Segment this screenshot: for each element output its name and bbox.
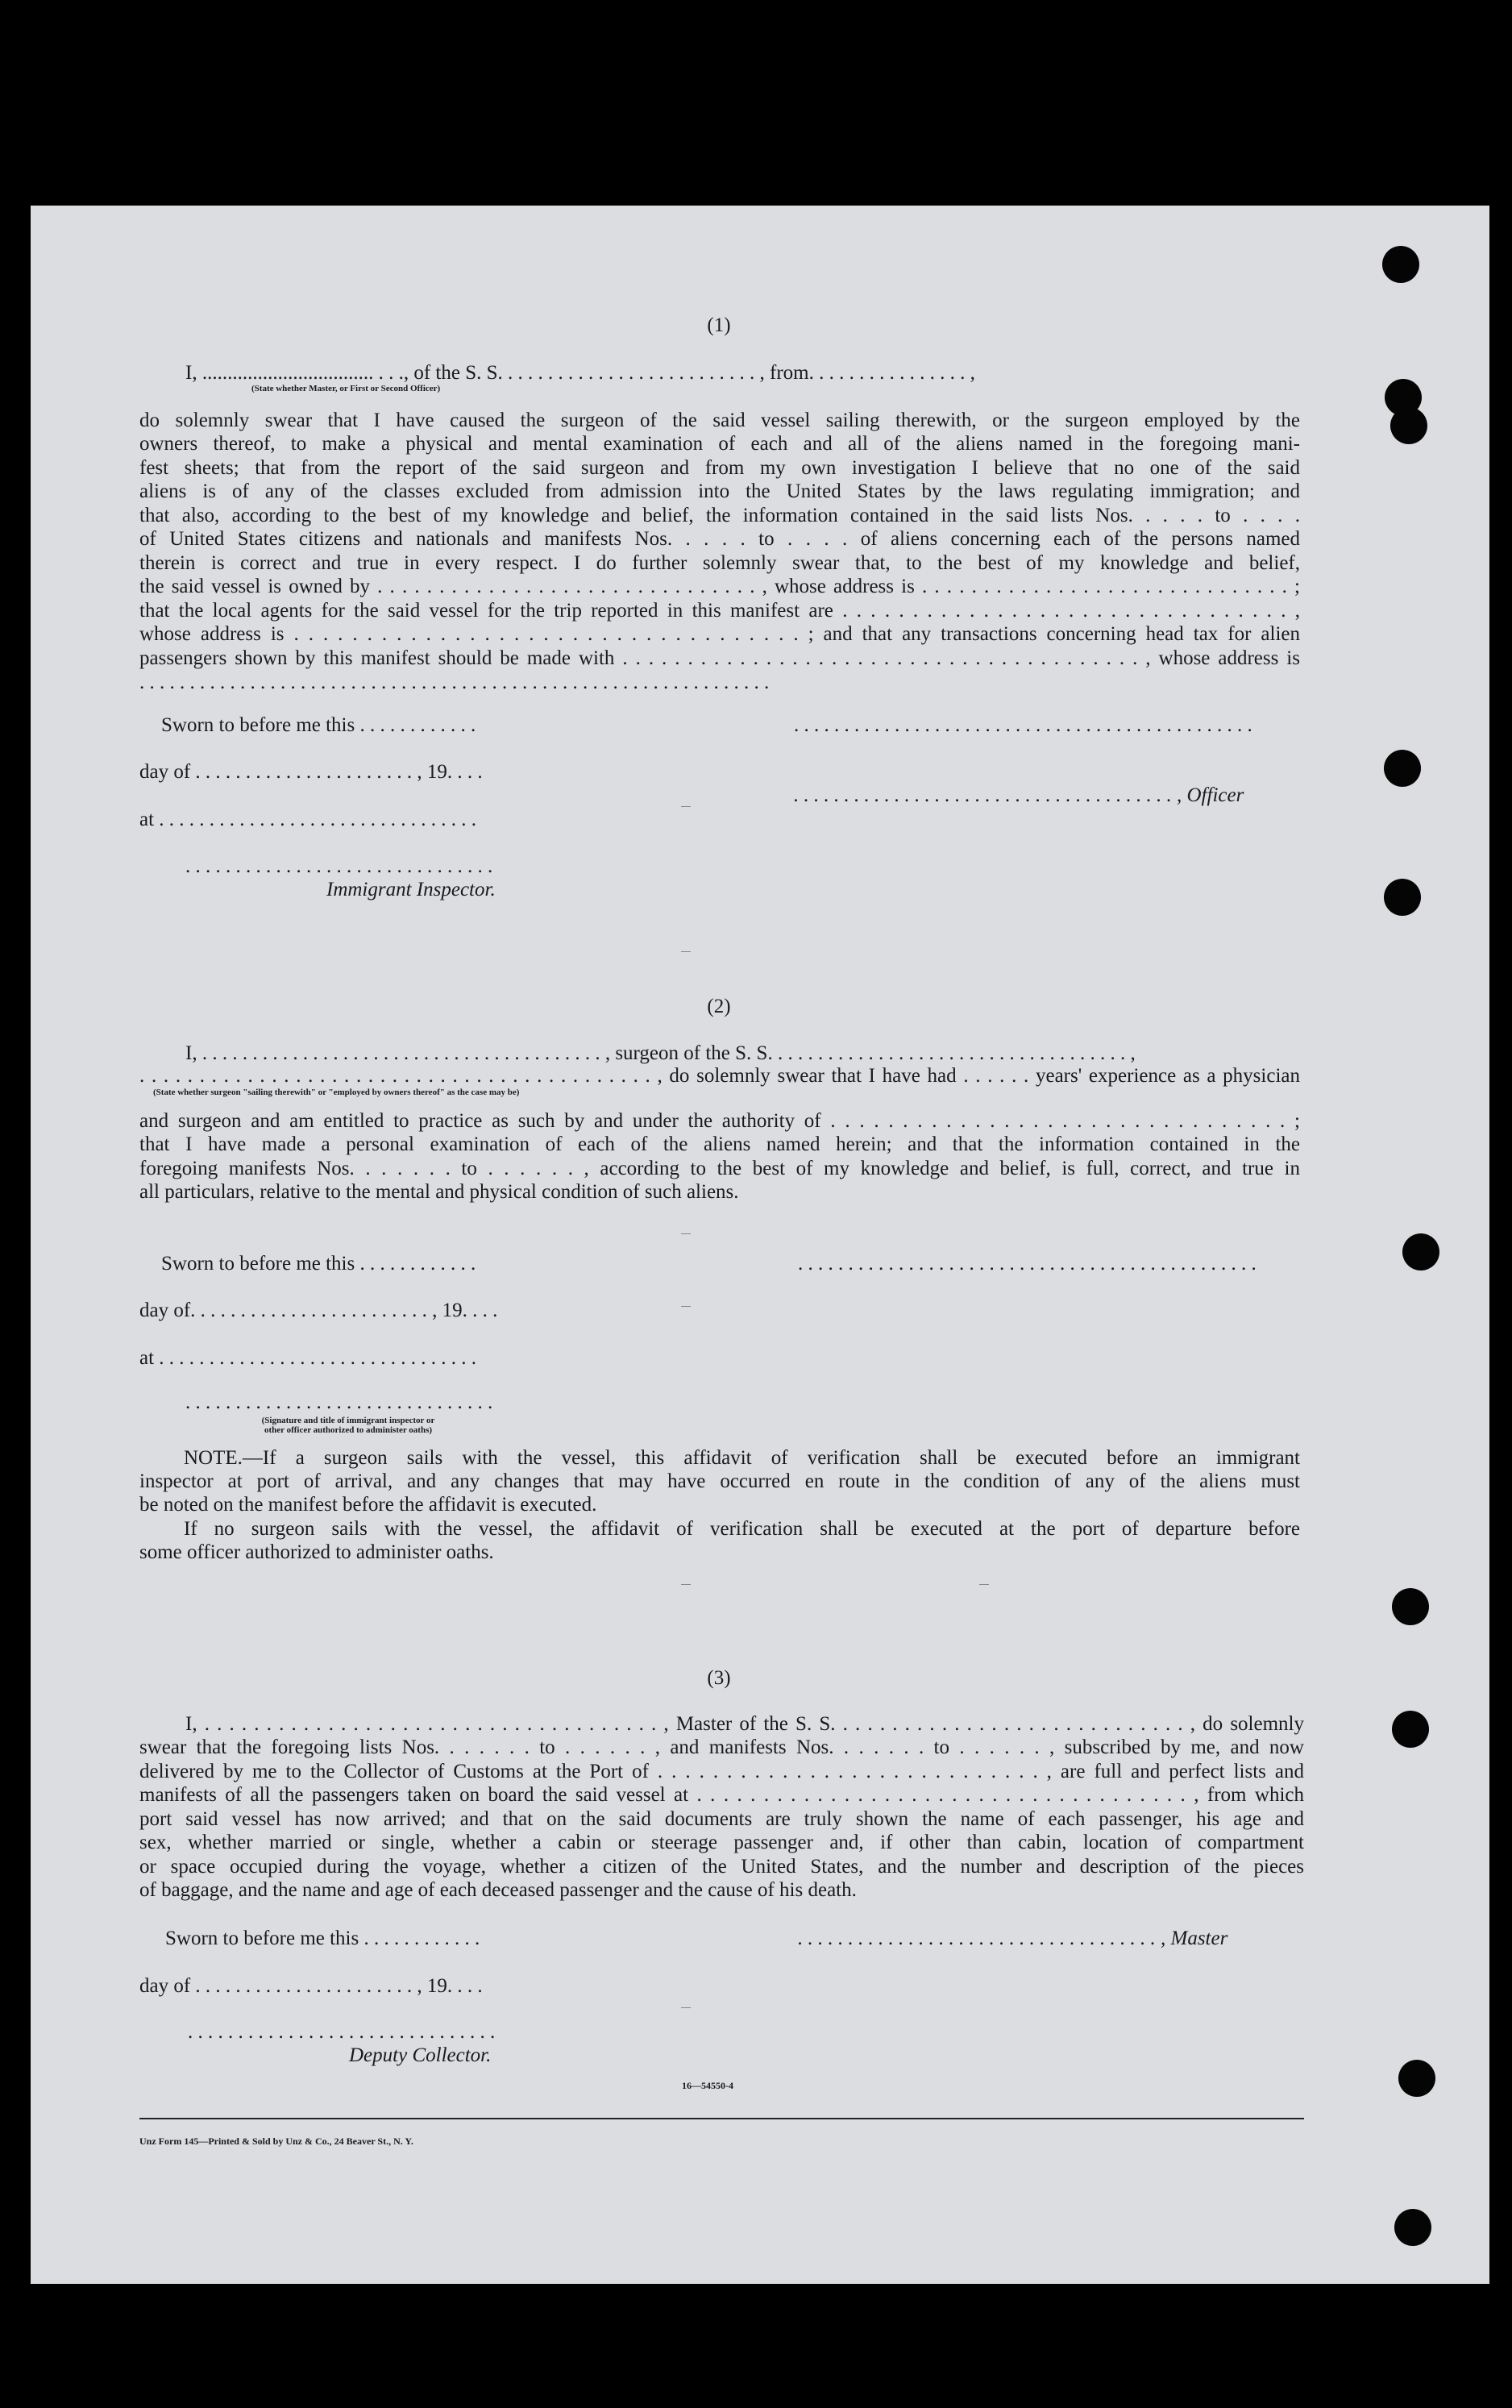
note-line: some officer authorized to administer oaths. bbox=[139, 1541, 494, 1563]
inspector-note: other officer authorized to administer oaths) bbox=[264, 1425, 433, 1435]
inspector-note: (Signature and title of immigrant inspector or bbox=[261, 1416, 435, 1425]
body-line: delivered by me to the Collector of Customs at the Port of . . . . . . . . . . . . . . . . . . . . . . . . . . . . , are full and perfect lists and bbox=[139, 1761, 1304, 1782]
master-line: . . . . . . . . . . . . . . . . . . . . . . . . . . . . . . . . . . . . , Master bbox=[798, 1928, 1228, 1949]
day-line: day of . . . . . . . . . . . . . . . . . . . . . . , 19. . . . bbox=[139, 1975, 483, 1997]
stray-mark bbox=[681, 806, 691, 807]
section-number: (1) bbox=[707, 314, 731, 336]
punch-hole bbox=[1392, 1711, 1429, 1748]
body-line: swear that the foregoing lists Nos. . . . . . . to . . . . . . , and manifests Nos. . . . . . . to . . . . . . , subscribed by me, and now bbox=[139, 1736, 1304, 1758]
punch-hole bbox=[1398, 2060, 1435, 2097]
body-line: of baggage, and the name and age of each deceased passenger and the cause of his death. bbox=[139, 1879, 857, 1901]
day-line: day of. . . . . . . . . . . . . . . . . . . . . . . . , 19. . . . bbox=[139, 1300, 498, 1321]
signature-line: . . . . . . . . . . . . . . . . . . . . . . . . . . . . . . . . . . . . . . . . . . . . . . bbox=[794, 714, 1252, 736]
stray-mark bbox=[681, 951, 691, 952]
sworn-line: Sworn to before me this . . . . . . . . . . . . bbox=[161, 1253, 476, 1275]
oath-line: . . . . . . . . . . . . . . . . . . . . . . . . . . . . . . . . . . . . . . . . . . . , do solemnly swear that I have had . . . . . . years' experience as a physician bbox=[139, 1065, 1300, 1087]
at-line: at . . . . . . . . . . . . . . . . . . . . . . . . . . . . . . . . bbox=[139, 1347, 477, 1369]
collector-signature-line: . . . . . . . . . . . . . . . . . . . . . . . . . . . . . . . bbox=[188, 2021, 496, 2043]
punch-hole bbox=[1392, 1588, 1429, 1625]
field-note: (State whether surgeon "sailing therewith" or "employed by owners thereof" as the case may be) bbox=[153, 1088, 520, 1097]
sworn-line: Sworn to before me this . . . . . . . . . . . . bbox=[161, 714, 476, 736]
punch-hole bbox=[1384, 879, 1421, 916]
body-line: whose address is . . . . . . . . . . . . . . . . . . . . . . . . . . . . . . . . . . . ; and that any transactions concerning head tax for alien bbox=[139, 623, 1300, 645]
day-line: day of . . . . . . . . . . . . . . . . . . . . . . , 19. . . . bbox=[139, 761, 483, 783]
body-line: sex, whether married or single, whether a cabin or steerage passenger and, if other than cabin, location of compartment bbox=[139, 1832, 1304, 1853]
inspector-signature-line: . . . . . . . . . . . . . . . . . . . . . . . . . . . . . . . bbox=[185, 855, 493, 877]
at-line: at . . . . . . . . . . . . . . . . . . . . . . . . . . . . . . . . bbox=[139, 809, 477, 830]
oath-line: I, .................................. . . ., of the S. S. . . . . . . . . . . . . . . . . . . . . . . . . . , from. . . . . . . . . . . . . . . . , bbox=[185, 362, 975, 384]
body-line: of United States citizens and nationals and manifests Nos. . . . . to . . . . of aliens concerning each of the persons named bbox=[139, 528, 1300, 550]
stray-mark bbox=[979, 1584, 989, 1585]
stray-mark bbox=[681, 1584, 691, 1585]
note-line: inspector at port of arrival, and any changes that may have occurred en route in the condition of any of the aliens must bbox=[139, 1470, 1300, 1492]
body-line: the said vessel is owned by . . . . . . . . . . . . . . . . . . . . . . . . . . . . . . . , whose address is . . . . . . . . . . . . . . . . . . . . . . . . . . . . . . ; bbox=[139, 576, 1300, 597]
body-line: that also, according to the best of my knowledge and belief, the information contained in the said lists Nos. . . . . to . . . . bbox=[139, 505, 1300, 526]
stray-mark bbox=[681, 1233, 691, 1234]
body-line: or space occupied during the voyage, whether a citizen of the United States, and the number and description of the pieces bbox=[139, 1856, 1304, 1878]
oath-line: I, . . . . . . . . . . . . . . . . . . . . . . . . . . . . . . . . . . . . . . . . , surgeon of the S. S. . . . . . . . . . . . . . . . . . . . . . . . . . . . . . . . . . . . , bbox=[185, 1042, 1136, 1064]
body-line: owners thereof, to make a physical and mental examination of each and all of the aliens named in the foregoing mani- bbox=[139, 433, 1300, 455]
officer-line: . . . . . . . . . . . . . . . . . . . . . . . . . . . . . . . . . . . . . . , Officer bbox=[794, 784, 1244, 806]
inspector-title: Immigrant Inspector. bbox=[326, 879, 496, 900]
printer-credit: Unz Form 145—Printed & Sold by Unz & Co., 24 Beaver St., N. Y. bbox=[139, 2136, 413, 2147]
body-line: that I have made a personal examination of each of the aliens named herein; and that the information contained in the bbox=[139, 1133, 1300, 1155]
punch-hole bbox=[1394, 2209, 1431, 2246]
note-line: If no surgeon sails with the vessel, the affidavit of verification shall be executed at the port of departure before bbox=[184, 1518, 1300, 1540]
body-line: manifests of all the passengers taken on board the said vessel at . . . . . . . . . . . . . . . . . . . . . . . . . . . . . . . . . . . . . , from which bbox=[139, 1784, 1304, 1806]
stray-mark bbox=[681, 1306, 691, 1307]
body-line: . . . . . . . . . . . . . . . . . . . . . . . . . . . . . . . . . . . . . . . . . . . . . . . . . . . . . . . . . . . . . . . bbox=[139, 672, 770, 693]
body-line: therein is correct and true in every respect. I do further solemnly swear that, to the best of my knowledge and belief, bbox=[139, 552, 1300, 574]
section-number: (2) bbox=[707, 996, 731, 1017]
stray-mark bbox=[681, 2007, 691, 2008]
punch-hole bbox=[1402, 1233, 1439, 1271]
punch-hole bbox=[1382, 246, 1419, 283]
body-line: aliens is of any of the classes excluded from admission into the United States by the laws regulating immigration; and bbox=[139, 480, 1300, 502]
body-line: do solemnly swear that I have caused the surgeon of the said vessel sailing therewith, or the surgeon employed by the bbox=[139, 410, 1300, 431]
note-line: be noted on the manifest before the affidavit is executed. bbox=[139, 1494, 597, 1516]
field-note: (State whether Master, or First or Second Officer) bbox=[251, 384, 441, 393]
collector-title: Deputy Collector. bbox=[349, 2044, 492, 2066]
form-code: 16—54550-4 bbox=[682, 2080, 733, 2091]
body-line: all particulars, relative to the mental and physical condition of such aliens. bbox=[139, 1181, 739, 1203]
signature-line: . . . . . . . . . . . . . . . . . . . . . . . . . . . . . . . . . . . . . . . . . . . . . . bbox=[798, 1253, 1257, 1275]
footer-rule bbox=[139, 2118, 1304, 2119]
note-line: NOTE.—If a surgeon sails with the vessel, this affidavit of verification shall be executed before an immigrant bbox=[184, 1447, 1300, 1469]
body-line: passengers shown by this manifest should be made with . . . . . . . . . . . . . . . . . . . . . . . . . . . . . . . . . . . . . . . . , whose address is bbox=[139, 647, 1300, 669]
body-line: I, . . . . . . . . . . . . . . . . . . . . . . . . . . . . . . . . . . . . . , Master of the S. S. . . . . . . . . . . . . . . . . . . . . . . . . . . . . , do solemnly bbox=[185, 1713, 1304, 1735]
punch-hole bbox=[1384, 750, 1421, 787]
body-line: foregoing manifests Nos. . . . . . . to . . . . . . , according to the best of my knowledge and belief, is full, correct, and true in bbox=[139, 1158, 1300, 1179]
body-line: fest sheets; that from the report of the said surgeon and from my own investigation I believe that no one of the said bbox=[139, 457, 1300, 479]
inspector-signature-line: . . . . . . . . . . . . . . . . . . . . . . . . . . . . . . . bbox=[185, 1391, 493, 1413]
sworn-line: Sworn to before me this . . . . . . . . . . . . bbox=[165, 1928, 480, 1949]
section-number: (3) bbox=[707, 1667, 731, 1689]
body-line: that the local agents for the said vessel for the trip reported in this manifest are . . . . . . . . . . . . . . . . . . . . . . . . . . . . . . . . , bbox=[139, 600, 1300, 622]
punch-hole bbox=[1390, 407, 1427, 444]
body-line: and surgeon and am entitled to practice as such by and under the authority of . . . . . . . . . . . . . . . . . . . . . . . . . . . . . . . . ; bbox=[139, 1110, 1300, 1132]
body-line: port said vessel has now arrived; and that on the said documents are truly shown the name of each passenger, his age and bbox=[139, 1808, 1304, 1830]
